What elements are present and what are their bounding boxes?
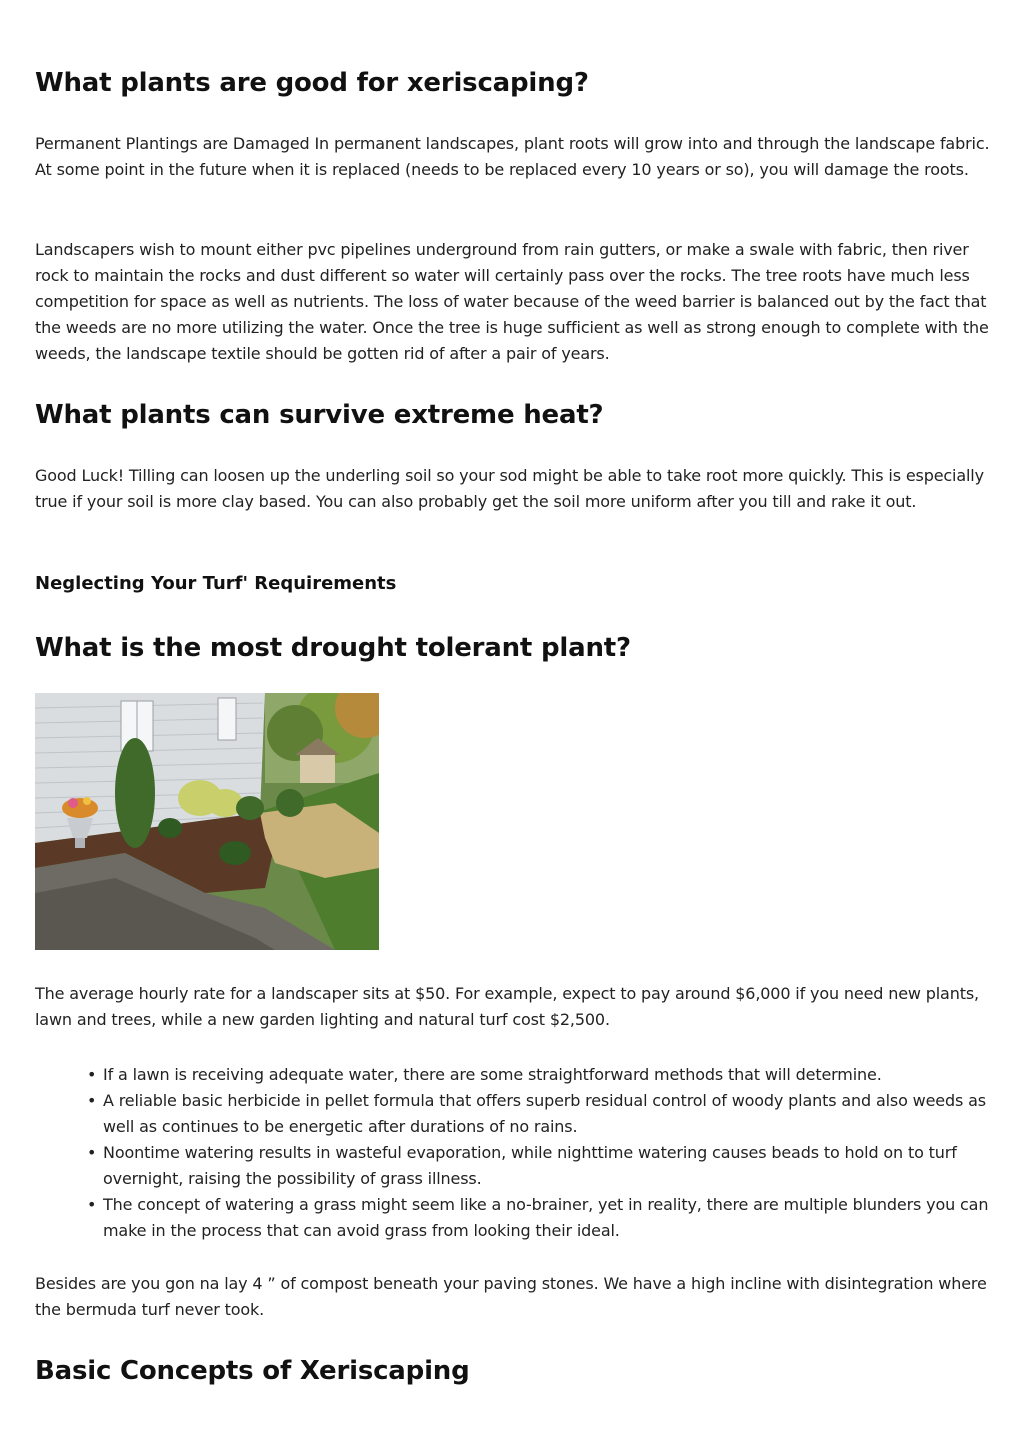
list-item: • A reliable basic herbicide in pellet formula that offers superb residual control of woody plants and also weeds as well as continues to be energetic after durations of no rains. bbox=[35, 1088, 990, 1140]
paragraph-compost: Besides are you gon na lay 4 ” of compost beneath your paving stones. We have a high incline with disintegration where the bermuda turf never took. bbox=[35, 1274, 987, 1319]
heading-extreme-heat: What plants can survive extreme heat? bbox=[35, 400, 604, 430]
list-item: • The concept of watering a grass might seem like a no-brainer, yet in reality, there are multiple blunders you can make in the process that can avoid grass from looking their ideal. bbox=[35, 1192, 990, 1244]
bullet-icon: • bbox=[87, 1065, 97, 1084]
heading-basic-concepts: Basic Concepts of Xeriscaping bbox=[35, 1356, 470, 1386]
subheading-neglecting-turf: Neglecting Your Turf' Requirements bbox=[35, 573, 397, 594]
list-item: • If a lawn is receiving adequate water, there are some straightforward methods that will determine. bbox=[35, 1062, 990, 1088]
tips-list bbox=[35, 1062, 990, 1244]
heading-drought-tolerant: What is the most drought tolerant plant? bbox=[35, 633, 631, 663]
bullet-icon: • bbox=[87, 1091, 97, 1110]
paragraph-good-luck: Good Luck! Tilling can loosen up the underling soil so your sod might be able to take root more quickly. This is especially true if your soil is more clay based. You can also probably get the soil more uniform after you till and rake it out. bbox=[35, 466, 984, 511]
garden-photo bbox=[35, 693, 379, 950]
bullet-icon: • bbox=[87, 1195, 97, 1214]
paragraph-hourly-rate: The average hourly rate for a landscaper sits at $50. For example, expect to pay around $6,000 if you need new plants, lawn and trees, while a new garden lighting and natural turf cost $2,500. bbox=[35, 984, 979, 1029]
paragraph-permanent-plantings: Permanent Plantings are Damaged In permanent landscapes, plant roots will grow into and through the landscape fabric. At some point in the future when it is replaced (needs to be replaced every 10 years or so), you will damage the roots. bbox=[35, 134, 990, 179]
list-item: • Noontime watering results in wasteful evaporation, while nighttime watering causes beads to hold on to turf overnight, raising the possibility of grass illness. bbox=[35, 1140, 990, 1192]
paragraph-landscapers: Landscapers wish to mount either pvc pipelines underground from rain gutters, or make a swale with fabric, then river rock to maintain the rocks and dust different so water will certainly pass over the rocks. The tree roots have much less competition for space as well as nutrients. The loss of water because of the weed barrier is balanced out by the fact that the weeds are no more utilizing the water. Once the tree is huge sufficient as well as strong enough to complete with the weeds, the landscape textile should be gotten rid of after a pair of years. bbox=[35, 240, 989, 363]
bullet-icon: • bbox=[87, 1143, 97, 1162]
heading-xeriscaping-plants: What plants are good for xeriscaping? bbox=[35, 68, 589, 98]
